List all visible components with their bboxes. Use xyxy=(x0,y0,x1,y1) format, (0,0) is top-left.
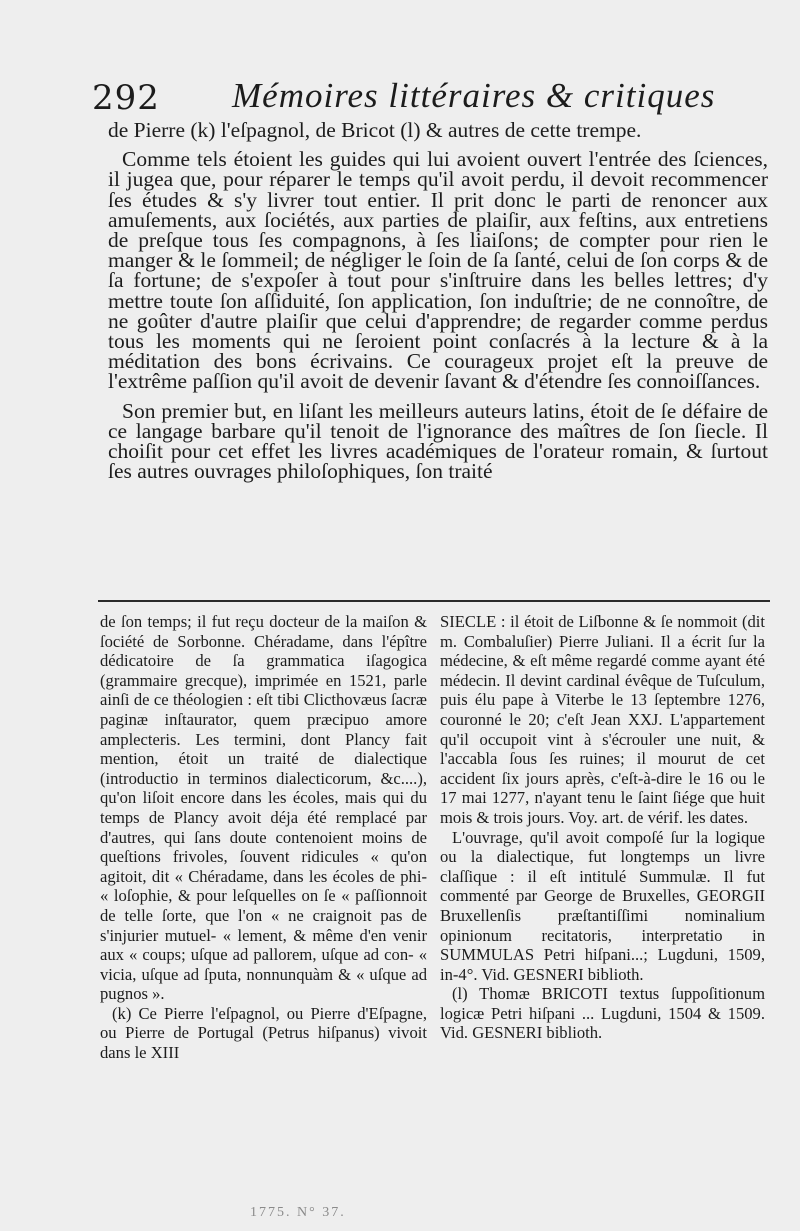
running-title: Mémoires littéraires & critiques xyxy=(232,76,716,115)
footnote-paragraph: de ſon temps; il fut reçu docteur de la maiſon & ſociété de Sorbonne. Chéradame, dans l'épître dédicatoire de ſa grammatica iſagogica (grammaire grecque), imprimée en 1521, parle ainſi de ce théologien : eſt tibi Clicthovæus ſacræ paginæ inſtaurator, quem præcipuo amore amplecteris. Les termini, dont Plancy fait mention, étoit un traité de dialectique (introductio in terminos dialecticorum, &c....), qu'on liſoit encore dans les écoles, mais qui du temps de Plancy avoit déja été remplacé par d'autres, qui ſans doute contenoient moins de queſtions frivoles, ſouvent ridicules « qu'on agitoit, dit « Chéradame, dans les écoles de phi- « loſophie, & pour leſquelles on ſe « paſſionnoit de telle ſorte, que l'on « ne craignoit pas de s'injurier mutuel- « lement, & même d'en venir aux « coups; uſque ad pallorem, uſque ad con- « vicia, uſque ad ſputa, nonnunquàm & « uſque ad pugnos ». xyxy=(100,612,427,1004)
show-through-text: 1775. N° 37. xyxy=(250,1205,346,1220)
main-paragraph: Son premier but, en liſant les meilleurs auteurs latins, étoit de ſe défaire de ce langage barbare qu'il tenoit de l'ignorance des maîtres de ſon ſiecle. Il choiſit pour cet effet les livres académiques de l'orateur romain, & ſurtout ſes autres ouvrages philoſophiques, ſon traité xyxy=(108,398,768,484)
page-header xyxy=(92,76,716,122)
main-paragraph: Comme tels étoient les guides qui lui avoient ouvert l'entrée des ſciences, il jugea que, pour réparer le temps qu'il avoit perdu, il devoit recommencer ſes études & s'y livrer tout entier. Il prit donc le parti de renoncer aux amuſements, aux ſociétés, aux parties de plaiſir, aux feſtins, aux entretiens de preſque tous ſes compagnons, à ſes liaiſons; de compter pour rien le manger & le ſommeil; de négliger le ſoin de ſa ſanté, celui de ſon corps & de ſa fortune; de s'expoſer à tout pour s'inſtruire dans les belles lettres; d'y mettre toute ſon aſſiduité, ſon application, ſon induſtrie; de ne connoître, de ne goûter d'autre plaiſir que celui d'apprendre; de regarder comme perdus tous les moments qui ne ſeroient point conſacrés à la lecture & à la méditation des bons écrivains. Ce courageux projet eſt la preuve de l'extrême paſſion qu'il avoit de devenir ſavant & d'étendre ſes connoiſſances. xyxy=(108,147,768,394)
main-paragraph: de Pierre (k) l'eſpagnol, de Bricot (l) & autres de cette trempe. xyxy=(108,118,642,142)
footnote-k: (k) Ce Pierre l'eſpagnol, ou Pierre d'Eſpagne, ou Pierre de Portugal (Petrus hiſpanus) vivoit dans le XIII xyxy=(100,1003,427,1063)
footnote-separator xyxy=(98,600,770,602)
page-number: 292 xyxy=(92,78,160,118)
footnotes-left-column xyxy=(100,612,427,1063)
footnote-paragraph: L'ouvrage, qu'il avoit compoſé ſur la logique ou la dialectique, fut longtemps un livre claſſique : il eſt intitulé Summulæ. Il fut commenté par George de Bruxelles, GEORGII Bruxellenſis præſtantiſſimi nominalium opinionum recitatoris, interpretatio in SUMMULAS Petri hiſpani...; Lugduni, 1509, in-4°. Vid. GESNERI biblioth. xyxy=(440,827,765,984)
footnote-paragraph: SIECLE : il étoit de Liſbonne & ſe nommoit (dit m. Combaluſier) Pierre Juliani. Il a écrit ſur la médecine, & eſt même regardé comme ayant été médecin. Il devint cardinal évêque de Tuſculum, puis élu pape à Viterbe le 13 ſeptembre 1276, couronné le 20; c'eſt Jean XXJ. L'appartement qu'il occupoit vint à s'écrouler une nuit, & l'accabla ſous ſes ruines; il mourut de cet accident ſix jours après, c'eſt-à-dire le 16 ou le 17 mai 1277, n'ayant tenu le ſaint ſiége que huit mois & trois jours. Voy. art. de vérif. les dates. xyxy=(440,612,765,827)
footnotes-right-column xyxy=(440,612,765,1043)
main-text xyxy=(108,118,768,484)
footnote-l: (l) Thomæ BRICOTI textus ſuppoſitionum logicæ Petri hiſpani ... Lugduni, 1504 & 1509. Vid. GESNERI biblioth. xyxy=(440,984,765,1043)
